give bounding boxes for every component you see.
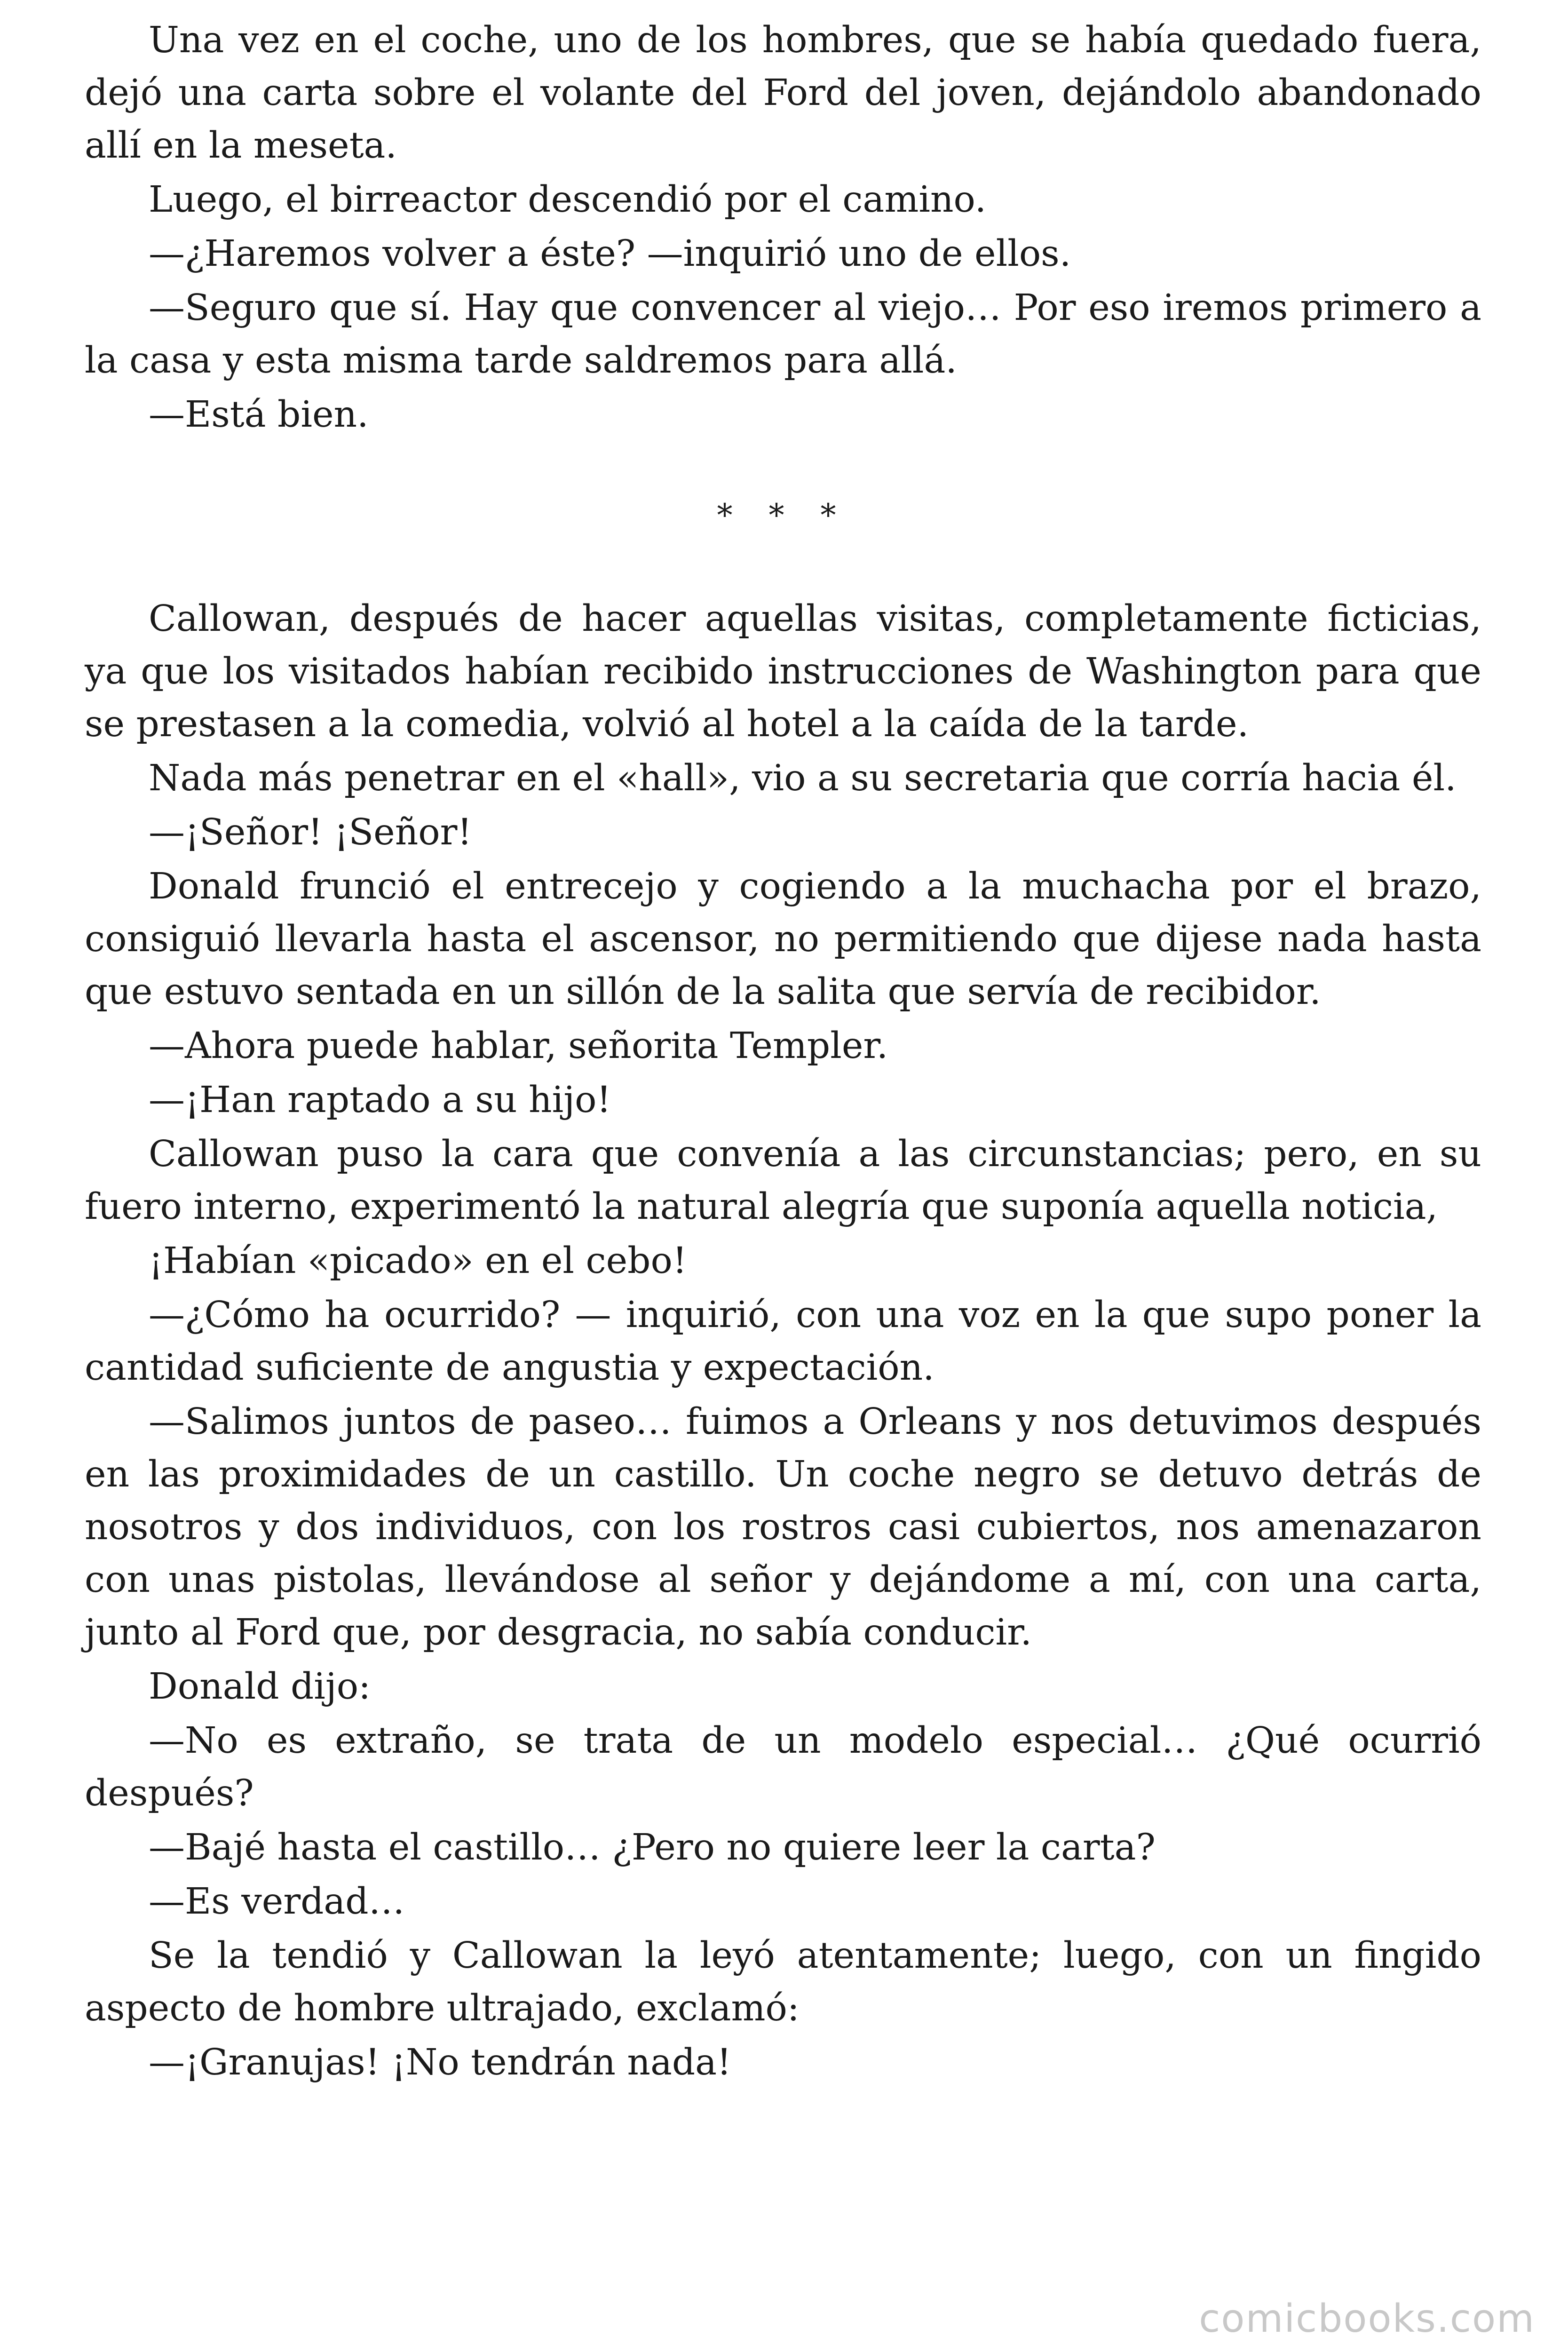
paragraph: —Seguro que sí. Hay que convencer al viejo… Por eso iremos primero a la casa y esta misma tarde saldremos para allá. [85, 287, 1481, 381]
paragraph: —¿Cómo ha ocurrido? — inquirió, con una voz en la que supo poner la cantidad suficiente de angustia y expectación. [85, 1294, 1481, 1389]
paragraph: Callowan puso la cara que convenía a las circunstancias; pero, en su fuero interno, experimentó la natural alegría que suponía aquella noticia, [85, 1133, 1481, 1228]
paragraph: Una vez en el coche, uno de los hombres, que se había quedado fuera, dejó una carta sobre el volante del Ford del joven, dejándolo abandonado allí en la meseta. [85, 19, 1481, 167]
paragraph: —Salimos juntos de paseo… fuimos a Orleans y nos detuvimos después en las proximidades de un castillo. Un coche negro se detuvo detrás de nosotros y dos individuos, con los rostros casi cubiertos, nos amenazaron con unas pistolas, llevándose al señor y dejándome a mí, con una carta, junto al Ford que, por desgracia, no sabía conducir. [85, 1401, 1481, 1653]
paragraph: —Ahora puede hablar, señorita Templer. [149, 1025, 888, 1067]
paragraph: —No es extraño, se trata de un modelo especial… ¿Qué ocurrió después? [85, 1720, 1481, 1814]
paragraph: —Está bien. [149, 394, 369, 436]
paragraph: —¿Haremos volver a éste? —inquirió uno de ellos. [149, 233, 1071, 275]
scene-separator: * * * [717, 497, 849, 533]
paragraph: —Bajé hasta el castillo… ¿Pero no quiere leer la carta? [149, 1827, 1156, 1868]
paragraph: ¡Habían «picado» en el cebo! [149, 1240, 687, 1282]
paragraph: —¡Señor! ¡Señor! [149, 811, 472, 853]
paragraph: —¡Granujas! ¡No tendrán nada! [149, 2042, 732, 2083]
book-page [85, 14, 1481, 2338]
watermark: comicbooks.com [1199, 2296, 1535, 2341]
paragraph: Luego, el birreactor descendió por el camino. [149, 179, 987, 221]
paragraph: Donald dijo: [149, 1666, 371, 1708]
paragraph: Se la tendió y Callowan la leyó atentamente; luego, con un fingido aspecto de hombre ultrajado, exclamó: [85, 1935, 1481, 2029]
paragraph: Nada más penetrar en el «hall», vio a su secretaria que corría hacia él. [149, 757, 1457, 799]
paragraph: Callowan, después de hacer aquellas visitas, completamente ficticias, ya que los visitados habían recibido instrucciones de Washington para que se prestasen a la comedia, volvió al hotel a la caída de la tarde. [85, 598, 1481, 745]
paragraph: —¡Han raptado a su hijo! [149, 1079, 611, 1121]
paragraph: —Es verdad… [149, 1881, 405, 1923]
paragraph: Donald frunció el entrecejo y cogiendo a la muchacha por el brazo, consiguió llevarla hasta el ascensor, no permitiendo que dijese nada hasta que estuvo sentada en un sillón de la salita que servía de recibidor. [85, 866, 1481, 1013]
